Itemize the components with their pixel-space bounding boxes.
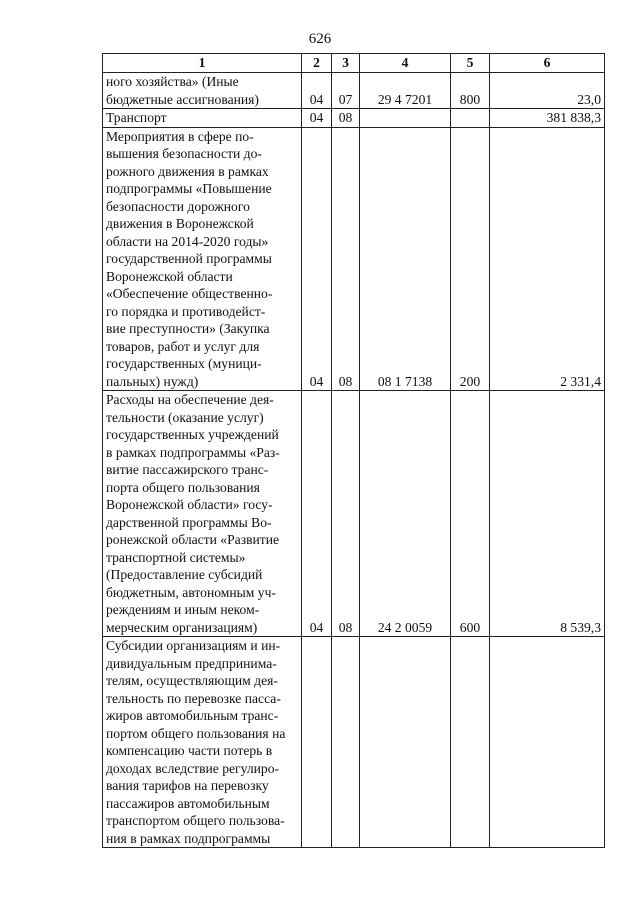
row-description bbox=[103, 637, 302, 848]
row-description bbox=[103, 391, 302, 637]
description-line: области на 2014-2020 годы» bbox=[106, 233, 269, 249]
budget-table bbox=[102, 53, 605, 848]
description-line: дарственной программы Во- bbox=[106, 514, 272, 530]
description-line: государственных учреждений bbox=[106, 427, 279, 442]
expense-type-code bbox=[451, 109, 490, 128]
description-line: компенсацию части потерь в bbox=[106, 743, 273, 758]
description-line: жиров автомобильным транс- bbox=[106, 708, 279, 723]
description-line: пассажиров автомобильным bbox=[106, 795, 270, 811]
description-line: в рамках подпрограммы «Раз- bbox=[106, 444, 280, 460]
header-col-5: 5 bbox=[451, 54, 490, 73]
description-line: Расходы на обеспечение дея- bbox=[106, 392, 274, 407]
amount-value: 8 539,3 bbox=[490, 391, 605, 637]
section-code bbox=[302, 637, 332, 848]
description-line: вышения безопасности до- bbox=[106, 146, 262, 161]
subsection-code: 08 bbox=[332, 127, 360, 391]
description-line: вие преступности» (Закупка bbox=[106, 321, 270, 336]
description-line: ного хозяйства» (Иные bbox=[106, 74, 239, 89]
row-description bbox=[103, 109, 302, 128]
amount-value: 381 838,3 bbox=[490, 109, 605, 128]
amount-value: 23,0 bbox=[490, 73, 605, 109]
section-code: 04 bbox=[302, 127, 332, 391]
subsection-code: 08 bbox=[332, 109, 360, 128]
description-line: порта общего пользования bbox=[106, 479, 260, 495]
description-line: «Обеспечение общественно- bbox=[106, 286, 273, 301]
subsection-code bbox=[332, 637, 360, 848]
description-line: Субсидии организациям и ин- bbox=[106, 638, 281, 653]
table-row bbox=[103, 391, 605, 637]
description-line: ния в рамках подпрограммы bbox=[106, 830, 271, 846]
header-col-4: 4 bbox=[360, 54, 451, 73]
description-line: Воронежской области bbox=[106, 268, 233, 284]
description-line: Воронежской области» госу- bbox=[106, 497, 273, 512]
target-article-code: 24 2 0059 bbox=[360, 391, 451, 637]
header-col-1: 1 bbox=[103, 54, 302, 73]
subsection-code: 08 bbox=[332, 391, 360, 637]
description-line: транспортной системы» bbox=[106, 549, 246, 565]
description-line: реждениям и иным неком- bbox=[106, 602, 260, 617]
table-body bbox=[103, 73, 605, 848]
table-header-row bbox=[103, 54, 605, 73]
description-line: безопасности дорожного bbox=[106, 198, 250, 214]
description-line: витие пассажирского транс- bbox=[106, 462, 269, 477]
description-line: тельности (оказание услуг) bbox=[106, 409, 264, 425]
description-line: рожного движения в рамках bbox=[106, 163, 269, 179]
target-article-code bbox=[360, 109, 451, 128]
description-line: Мероприятия в сфере по- bbox=[106, 128, 254, 144]
description-line: государственных (муници- bbox=[106, 356, 262, 371]
row-description bbox=[103, 73, 302, 109]
description-line: дивидуальным предпринима- bbox=[106, 655, 277, 671]
expense-type-code: 600 bbox=[451, 391, 490, 637]
header-col-3: 3 bbox=[332, 54, 360, 73]
description-line: бюджетные ассигнования) bbox=[106, 91, 259, 107]
description-line: Транспорт bbox=[106, 110, 167, 125]
description-line: доходах вследствие регулиро- bbox=[106, 760, 280, 776]
description-line: вания тарифов на перевозку bbox=[106, 778, 269, 793]
description-line: тельность по перевозке пасса- bbox=[106, 690, 281, 706]
header-col-6: 6 bbox=[490, 54, 605, 73]
table-row bbox=[103, 127, 605, 391]
target-article-code: 29 4 7201 bbox=[360, 73, 451, 109]
description-line: (Предоставление субсидий bbox=[106, 567, 263, 582]
subsection-code: 07 bbox=[332, 73, 360, 109]
description-line: бюджетным, автономным уч- bbox=[106, 584, 276, 600]
header-col-2: 2 bbox=[302, 54, 332, 73]
row-description bbox=[103, 127, 302, 391]
description-line: товаров, работ и услуг для bbox=[106, 338, 260, 354]
expense-type-code bbox=[451, 637, 490, 848]
description-line: го порядка и противодейст- bbox=[106, 303, 266, 319]
description-line: подпрограммы «Повышение bbox=[106, 181, 272, 196]
description-line: государственной программы bbox=[106, 251, 272, 266]
expense-type-code: 800 bbox=[451, 73, 490, 109]
section-code: 04 bbox=[302, 73, 332, 109]
expense-type-code: 200 bbox=[451, 127, 490, 391]
amount-value bbox=[490, 637, 605, 848]
table-row bbox=[103, 73, 605, 109]
page-number: 626 bbox=[308, 31, 332, 47]
description-line: ронежской области «Развитие bbox=[106, 532, 280, 547]
table-row bbox=[103, 637, 605, 848]
description-line: мерческим организациям) bbox=[106, 619, 258, 635]
description-line: портом общего пользования на bbox=[106, 725, 286, 741]
table-row bbox=[103, 109, 605, 128]
description-line: пальных) нужд) bbox=[106, 373, 199, 389]
target-article-code bbox=[360, 637, 451, 848]
amount-value: 2 331,4 bbox=[490, 127, 605, 391]
target-article-code: 08 1 7138 bbox=[360, 127, 451, 391]
description-line: телям, осуществляющим дея- bbox=[106, 673, 278, 688]
section-code: 04 bbox=[302, 109, 332, 128]
section-code: 04 bbox=[302, 391, 332, 637]
description-line: движения в Воронежской bbox=[106, 216, 254, 231]
description-line: транспортом общего пользова- bbox=[106, 813, 285, 828]
